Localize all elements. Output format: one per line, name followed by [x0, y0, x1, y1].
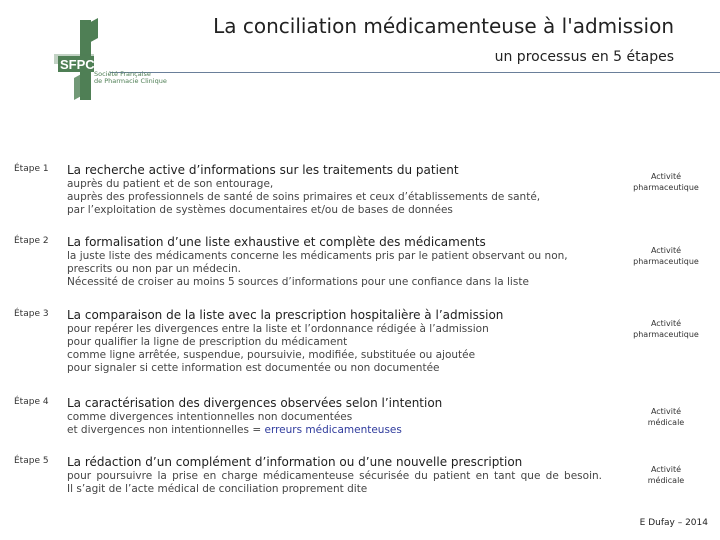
- sfpc-logo: [52, 18, 192, 102]
- step-body-line: prescrits ou non par un médecin.: [67, 263, 241, 275]
- step-heading: La recherche active d’informations sur les traitements du patient: [67, 163, 459, 177]
- step-body-line: comme divergences intentionnelles non documentées: [67, 411, 353, 423]
- step-body: [67, 250, 612, 289]
- activity-line: Activité: [650, 319, 682, 328]
- activity-line: Activité: [650, 465, 682, 474]
- activity-line: Activité: [650, 246, 682, 255]
- activity-line: médicale: [647, 418, 685, 427]
- step-body-line: auprès du patient et de son entourage,: [67, 178, 274, 190]
- logo-text: [94, 71, 184, 85]
- activity-type: [624, 464, 708, 486]
- step-body-line: la juste liste des médicaments concerne les médicaments pris par le patient observant ou non,: [67, 250, 568, 262]
- step-body-line: pour repérer les divergences entre la liste et l’ordonnance rédigée à l’admission: [67, 323, 489, 335]
- step-body-line: pour signaler si cette information est documentée ou non documentée: [67, 362, 440, 374]
- step-label: Étape 1: [14, 164, 49, 174]
- step-label: Étape 5: [14, 456, 49, 466]
- activity-line: pharmaceutique: [633, 257, 699, 266]
- activity-line: médicale: [647, 476, 685, 485]
- header-divider: [110, 72, 720, 73]
- step-body-line: par l’exploitation de systèmes documentaires et/ou de bases de données: [67, 204, 453, 216]
- step-heading: La formalisation d’une liste exhaustive et complète des médicaments: [67, 235, 486, 249]
- activity-type: [624, 406, 708, 428]
- activity-line: Activité: [650, 172, 682, 181]
- step-body: [67, 411, 612, 437]
- activity-type: [624, 171, 708, 193]
- logo-text-line: de Pharmacie Clinique: [94, 77, 167, 85]
- step-label: Étape 4: [14, 397, 49, 407]
- step-body-line-with-highlight: [67, 424, 612, 437]
- step-label: Étape 2: [14, 236, 49, 246]
- step-body-line: pour poursuivre la prise en charge médicamenteuse sécurisée du patient en tant que de besoin.: [67, 470, 602, 482]
- medication-errors-highlight: erreurs médicamenteuses: [264, 424, 402, 436]
- step-body: [67, 178, 612, 217]
- step-body: [67, 470, 612, 496]
- page-title: La conciliation médicamenteuse à l'admission: [213, 14, 674, 38]
- logo-abbr: SFPC: [60, 57, 95, 72]
- activity-line: Activité: [650, 407, 682, 416]
- step-body-line: pour qualifier la ligne de prescription du médicament: [67, 336, 348, 348]
- step-heading: La comparaison de la liste avec la prescription hospitalière à l’admission: [67, 308, 504, 322]
- step-body-line: Nécessité de croiser au moins 5 sources d’informations pour une confiance dans la liste: [67, 276, 529, 288]
- footer-credit: E Dufay – 2014: [639, 518, 708, 528]
- step-heading: La caractérisation des divergences observées selon l’intention: [67, 396, 443, 410]
- activity-line: pharmaceutique: [633, 183, 699, 192]
- page-subtitle: un processus en 5 étapes: [494, 49, 674, 65]
- step-body: [67, 323, 612, 375]
- step-body-text: et divergences non intentionnelles =: [67, 424, 262, 436]
- activity-line: pharmaceutique: [633, 330, 699, 339]
- step-body-line: Il s’agit de l’acte médical de conciliation proprement dite: [67, 483, 368, 495]
- step-heading: La rédaction d’un complément d’information ou d’une nouvelle prescription: [67, 455, 523, 469]
- step-body-line: comme ligne arrêtée, suspendue, poursuivie, modifiée, substituée ou ajoutée: [67, 349, 476, 361]
- step-body-line: auprès des professionnels de santé de soins primaires et ceux d’établissements de santé,: [67, 191, 541, 203]
- step-label: Étape 3: [14, 309, 49, 319]
- logo-text-line: Société Française: [94, 70, 151, 78]
- activity-type: [624, 245, 708, 267]
- activity-type: [624, 318, 708, 340]
